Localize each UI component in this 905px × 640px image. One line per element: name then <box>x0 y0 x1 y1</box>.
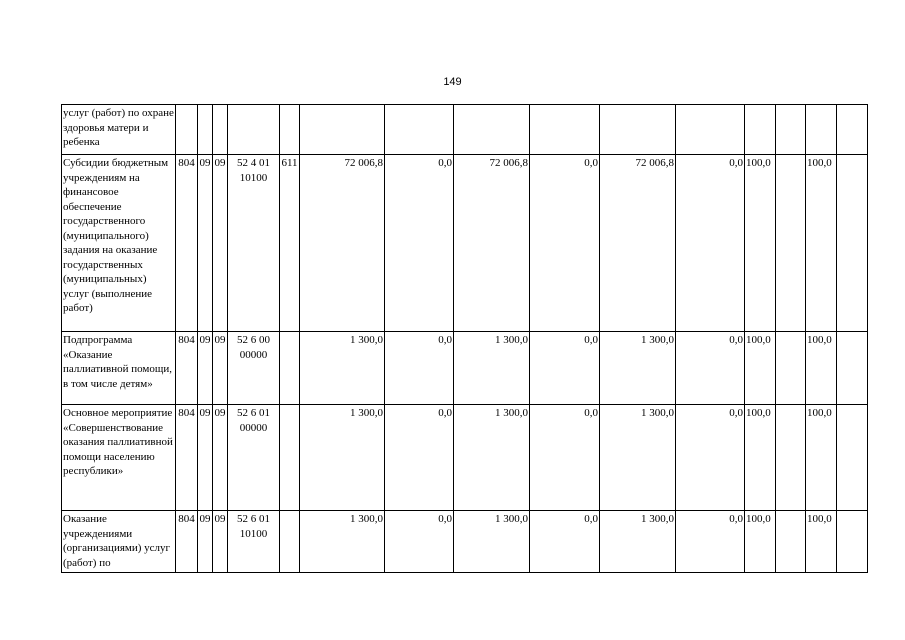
section-code: 09 <box>198 332 213 405</box>
budget-table <box>61 104 868 573</box>
ministry-code: 804 <box>176 332 198 405</box>
percent-1: 100,0 <box>745 332 776 405</box>
plan-value <box>300 105 385 155</box>
target-code: 52 6 01 10100 <box>228 511 280 573</box>
ministry-code: 804 <box>176 405 198 511</box>
plan-adjusted-value: 1 300,0 <box>454 405 530 511</box>
executed-value <box>600 105 676 155</box>
exec-change-value: 0,0 <box>530 511 600 573</box>
deviation-value: 0,0 <box>676 405 745 511</box>
percent-3: 100,0 <box>806 155 837 332</box>
row-name: Оказание учреждениями (организациями) услуг (работ) по <box>62 511 176 573</box>
plan-adjusted-value: 1 300,0 <box>454 332 530 405</box>
percent-2 <box>776 155 806 332</box>
exec-change-value: 0,0 <box>530 405 600 511</box>
section-code <box>198 105 213 155</box>
plan-change-value: 0,0 <box>385 155 454 332</box>
expense-type-code <box>280 105 300 155</box>
exec-change-value <box>530 105 600 155</box>
percent-4 <box>837 155 868 332</box>
percent-3 <box>806 105 837 155</box>
table-row <box>62 155 868 332</box>
table-row <box>62 405 868 511</box>
percent-4 <box>837 332 868 405</box>
deviation-value: 0,0 <box>676 332 745 405</box>
percent-2 <box>776 332 806 405</box>
expense-type-code <box>280 332 300 405</box>
executed-value: 1 300,0 <box>600 405 676 511</box>
percent-1: 100,0 <box>745 511 776 573</box>
plan-value: 72 006,8 <box>300 155 385 332</box>
percent-4 <box>837 511 868 573</box>
percent-1: 100,0 <box>745 405 776 511</box>
subsection-code: 09 <box>213 332 228 405</box>
section-code: 09 <box>198 511 213 573</box>
table-row <box>62 511 868 573</box>
expense-type-code <box>280 405 300 511</box>
percent-1 <box>745 105 776 155</box>
plan-change-value: 0,0 <box>385 332 454 405</box>
plan-change-value: 0,0 <box>385 405 454 511</box>
plan-value: 1 300,0 <box>300 405 385 511</box>
plan-adjusted-value: 1 300,0 <box>454 511 530 573</box>
ministry-code: 804 <box>176 511 198 573</box>
percent-2 <box>776 105 806 155</box>
executed-value: 1 300,0 <box>600 511 676 573</box>
target-code: 52 4 01 10100 <box>228 155 280 332</box>
table-row <box>62 332 868 405</box>
subsection-code: 09 <box>213 155 228 332</box>
row-name: Основное мероприятие «Совершенствование оказания паллиативной помощи населению республики» <box>62 405 176 511</box>
percent-4 <box>837 105 868 155</box>
deviation-value: 0,0 <box>676 511 745 573</box>
subsection-code: 09 <box>213 511 228 573</box>
exec-change-value: 0,0 <box>530 155 600 332</box>
plan-value: 1 300,0 <box>300 511 385 573</box>
expense-type-code <box>280 511 300 573</box>
plan-change-value <box>385 105 454 155</box>
percent-2 <box>776 405 806 511</box>
target-code: 52 6 01 00000 <box>228 405 280 511</box>
percent-3: 100,0 <box>806 511 837 573</box>
subsection-code: 09 <box>213 405 228 511</box>
percent-2 <box>776 511 806 573</box>
row-name: Подпрограмма «Оказание паллиативной помощи, в том числе детям» <box>62 332 176 405</box>
plan-value: 1 300,0 <box>300 332 385 405</box>
target-code: 52 6 00 00000 <box>228 332 280 405</box>
table-row <box>62 105 868 155</box>
executed-value: 1 300,0 <box>600 332 676 405</box>
plan-change-value: 0,0 <box>385 511 454 573</box>
percent-3: 100,0 <box>806 405 837 511</box>
executed-value: 72 006,8 <box>600 155 676 332</box>
percent-1: 100,0 <box>745 155 776 332</box>
deviation-value <box>676 105 745 155</box>
percent-4 <box>837 405 868 511</box>
section-code: 09 <box>198 155 213 332</box>
ministry-code: 804 <box>176 155 198 332</box>
deviation-value: 0,0 <box>676 155 745 332</box>
ministry-code <box>176 105 198 155</box>
expense-type-code: 611 <box>280 155 300 332</box>
plan-adjusted-value: 72 006,8 <box>454 155 530 332</box>
row-name: услуг (работ) по охране здоровья матери и ребенка <box>62 105 176 155</box>
section-code: 09 <box>198 405 213 511</box>
target-code <box>228 105 280 155</box>
row-name: Субсидии бюджетным учреждениям на финансовое обеспечение государственного (муниципального) задания на оказание государственных (муниципальных) услуг (выполнение работ) <box>62 155 176 332</box>
exec-change-value: 0,0 <box>530 332 600 405</box>
plan-adjusted-value <box>454 105 530 155</box>
percent-3: 100,0 <box>806 332 837 405</box>
subsection-code <box>213 105 228 155</box>
page-number: 149 <box>443 76 462 88</box>
